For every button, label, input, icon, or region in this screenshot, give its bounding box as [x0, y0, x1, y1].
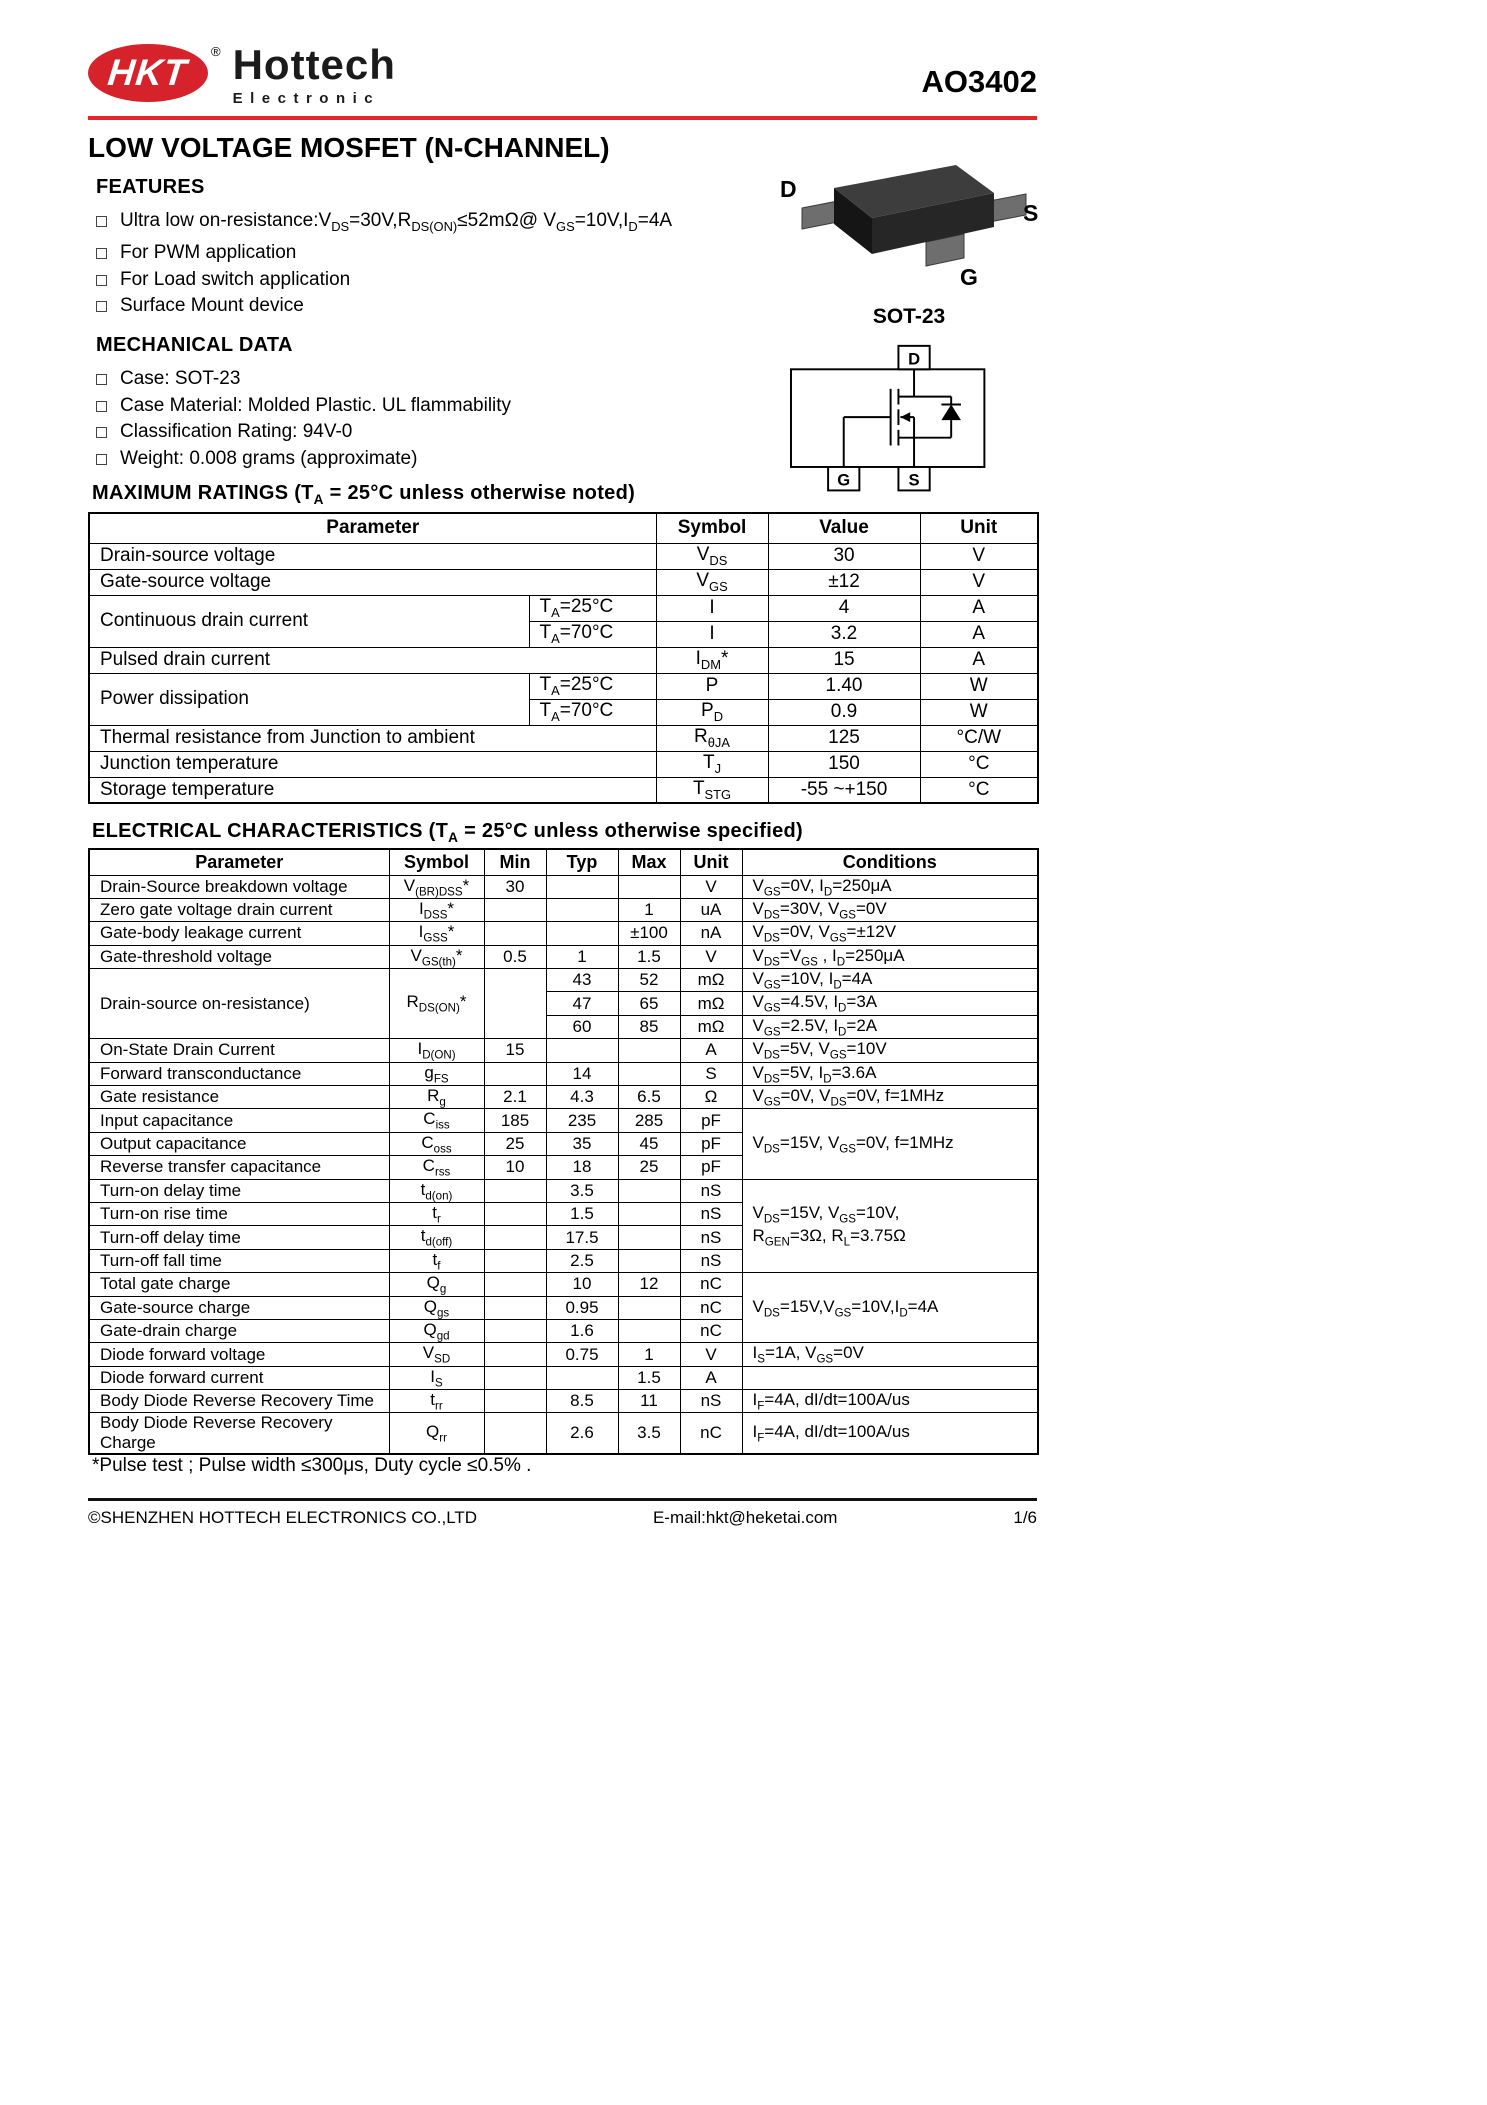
table-cell: 25 [618, 1156, 680, 1179]
table-cell: $V_{SD}$ [389, 1343, 484, 1366]
table-cell: $V_{DS}=30V$, $V_{GS}=0V$ [742, 898, 1038, 921]
table-cell: Junction temperature [89, 751, 656, 777]
table-cell: $I_{DSS}*$ [389, 898, 484, 921]
square-bullet-icon [96, 454, 107, 465]
table-cell [742, 1366, 1038, 1389]
table-cell: 8.5 [546, 1390, 618, 1413]
table-cell: $g_{FS}$ [389, 1062, 484, 1085]
header-rule [88, 116, 1037, 120]
pin-label-d: D [780, 176, 797, 202]
table-cell: $P_D$ [656, 699, 768, 725]
table-cell: 47 [546, 992, 618, 1015]
list-item-text: Surface Mount device [120, 295, 304, 317]
table-cell: A [920, 647, 1038, 673]
page-title: LOW VOLTAGE MOSFET (N-CHANNEL) [88, 132, 610, 163]
table-cell: $t_{d(off)}$ [389, 1226, 484, 1249]
table-cell: $V_{DS}=0V$, $V_{GS}=\pm 12V$ [742, 922, 1038, 945]
column-header: Parameter [89, 513, 656, 543]
table-cell: V [680, 875, 742, 898]
pin-label-g: G [960, 264, 978, 290]
table-cell: nS [680, 1226, 742, 1249]
table-cell: 185 [484, 1109, 546, 1132]
table-cell [546, 922, 618, 945]
mosfet-symbol-svg [783, 340, 1008, 508]
table-cell: 14 [546, 1062, 618, 1085]
table-cell: $V_{GS}=0V$, $V_{DS}=0V$, f=1MHz [742, 1086, 1038, 1109]
table-cell: $T_A=25^\circ C$ [529, 673, 656, 699]
table-cell: Gate-threshold voltage [89, 945, 389, 968]
table-row [89, 945, 1038, 968]
table-cell: nC [680, 1413, 742, 1455]
table-cell: Gate-drain charge [89, 1319, 389, 1342]
table-cell [484, 1062, 546, 1085]
column-header: Unit [920, 513, 1038, 543]
table-cell: $t_{rr}$ [389, 1390, 484, 1413]
table-cell [618, 1296, 680, 1319]
table-cell [546, 898, 618, 921]
table-cell: Output capacitance [89, 1132, 389, 1155]
square-bullet-icon [96, 275, 107, 286]
table-cell: 52 [618, 969, 680, 992]
brand-subtitle: Electronic [232, 89, 381, 107]
table-cell: 1.5 [546, 1202, 618, 1225]
table-row [89, 751, 1038, 777]
table-cell: 85 [618, 1015, 680, 1038]
table-cell: Drain-source on-resistance) [89, 969, 389, 1039]
table-cell: nS [680, 1390, 742, 1413]
feature-item [96, 208, 776, 240]
table-cell: $T_A=25^\circ C$ [529, 595, 656, 621]
table-cell: 43 [546, 969, 618, 992]
table-cell: Power dissipation [89, 673, 529, 725]
table-cell: $V_{GS}=10V$, $I_D=4A$ [742, 969, 1038, 992]
table-cell [484, 1319, 546, 1342]
table-row [89, 1086, 1038, 1109]
table-row [89, 1273, 1038, 1296]
table-cell: 1 [618, 898, 680, 921]
table-cell [618, 1249, 680, 1272]
table-cell: V [920, 569, 1038, 595]
list-item-text: Weight: 0.008 grams (approximate) [120, 447, 418, 469]
table-cell: $Q_{gs}$ [389, 1296, 484, 1319]
table-cell: 65 [618, 992, 680, 1015]
table-cell: °C/W [920, 725, 1038, 751]
table-cell: $V_{(BR)DSS}*$ [389, 875, 484, 898]
table-cell: 1.5 [618, 1366, 680, 1389]
column-header: Min [484, 849, 546, 875]
table-cell: 1 [618, 1343, 680, 1366]
table-cell [618, 1226, 680, 1249]
part-number: AO3402 [921, 64, 1037, 99]
table-cell: $T_A=70^\circ C$ [529, 699, 656, 725]
table-cell: 2.5 [546, 1249, 618, 1272]
table-header-row [89, 849, 1038, 875]
table-cell [484, 1413, 546, 1455]
table-cell: $T_J$ [656, 751, 768, 777]
table-cell: A [680, 1039, 742, 1062]
table-cell: Continuous drain current [89, 595, 529, 647]
table-cell: $I_S=1A$, $V_{GS}=0V$ [742, 1343, 1038, 1366]
table-cell: 125 [768, 725, 920, 751]
table-cell: $I_{D(ON)}$ [389, 1039, 484, 1062]
table-cell: mΩ [680, 969, 742, 992]
table-cell [618, 1202, 680, 1225]
table-cell: Turn-on delay time [89, 1179, 389, 1202]
table-cell [484, 1202, 546, 1225]
table-cell: Drain-source voltage [89, 543, 656, 569]
table-cell: 15 [768, 647, 920, 673]
table-cell: 1.6 [546, 1319, 618, 1342]
pin-label-s: S [1023, 200, 1039, 226]
table-cell: A [920, 621, 1038, 647]
mechanical-item [96, 446, 776, 473]
table-cell: 0.75 [546, 1343, 618, 1366]
mechanical-item [96, 366, 776, 393]
table-cell [618, 1062, 680, 1085]
table-cell: $T_{STG}$ [656, 777, 768, 803]
footer-email: E-mail:hkt@heketai.com [652, 1508, 838, 1527]
mechanical-heading: MECHANICAL DATA [96, 334, 293, 356]
table-cell: 35 [546, 1132, 618, 1155]
column-header: Unit [680, 849, 742, 875]
table-cell [618, 875, 680, 898]
table-cell: $t_r$ [389, 1202, 484, 1225]
page-footer [88, 1508, 1037, 1528]
table-cell: Turn-off fall time [89, 1249, 389, 1272]
table-cell: V [680, 1343, 742, 1366]
package-image [778, 146, 1040, 329]
table-cell: 10 [484, 1156, 546, 1179]
table-cell: 30 [484, 875, 546, 898]
table-cell: 4.3 [546, 1086, 618, 1109]
square-bullet-icon [96, 401, 107, 412]
table-row [89, 898, 1038, 921]
table-cell: nC [680, 1296, 742, 1319]
table-cell: 0.95 [546, 1296, 618, 1319]
table-cell: 2.1 [484, 1086, 546, 1109]
table-cell: nS [680, 1179, 742, 1202]
table-cell [618, 1179, 680, 1202]
table-row [89, 922, 1038, 945]
table-cell: $V_{GS}=0V$, $I_D=250\mu A$ [742, 875, 1038, 898]
table-cell: $V_{DS}=15V$, $V_{GS}=0V$, f=1MHz [742, 1109, 1038, 1179]
sot23-package-svg [778, 146, 1040, 296]
features-heading: FEATURES [96, 176, 205, 198]
table-cell: Diode forward voltage [89, 1343, 389, 1366]
table-row [89, 1343, 1038, 1366]
table-cell: I [656, 621, 768, 647]
table-cell [546, 1039, 618, 1062]
table-cell: -55 ~+150 [768, 777, 920, 803]
table-cell: Input capacitance [89, 1109, 389, 1132]
electrical-characteristics-table [88, 848, 1039, 1455]
package-name: SOT-23 [872, 305, 946, 328]
table-row [89, 543, 1038, 569]
table-row [89, 1039, 1038, 1062]
electrical-heading: ELECTRICAL CHARACTERISTICS ($T_A = 25^\circ C$ unless otherwise specified) [92, 820, 803, 845]
square-bullet-icon [96, 427, 107, 438]
table-row [89, 595, 1038, 621]
table-cell [618, 1319, 680, 1342]
table-cell: 6.5 [618, 1086, 680, 1109]
table-row [89, 1413, 1038, 1455]
table-cell: A [920, 595, 1038, 621]
table-header-row [89, 513, 1038, 543]
table-cell: $Q_g$ [389, 1273, 484, 1296]
table-cell: W [920, 673, 1038, 699]
table-cell: pF [680, 1156, 742, 1179]
hkt-logo-text: HKT [106, 52, 190, 93]
table-cell: Zero gate voltage drain current [89, 898, 389, 921]
table-cell: 1.40 [768, 673, 920, 699]
table-cell: Gate-body leakage current [89, 922, 389, 945]
table-cell [484, 898, 546, 921]
footer-page-number: 1/6 [1013, 1508, 1037, 1527]
table-cell: ±100 [618, 922, 680, 945]
mechanical-item [96, 393, 776, 420]
schematic-pin-d: D [908, 349, 921, 369]
list-item-text: Case: SOT-23 [120, 368, 241, 389]
table-cell: Diode forward current [89, 1366, 389, 1389]
square-bullet-icon [96, 216, 107, 227]
table-row [89, 777, 1038, 803]
square-bullet-icon [96, 374, 107, 385]
mechanical-list [96, 366, 776, 472]
table-row [89, 875, 1038, 898]
table-cell: Reverse transfer capacitance [89, 1156, 389, 1179]
table-cell [484, 1366, 546, 1389]
table-cell [484, 1249, 546, 1272]
table-cell: ±12 [768, 569, 920, 595]
table-cell [484, 1343, 546, 1366]
table-cell: nC [680, 1319, 742, 1342]
table-cell: $V_{DS}=V_{GS}$ , $I_D=250\mu A$ [742, 945, 1038, 968]
table-cell: $I_{GSS}*$ [389, 922, 484, 945]
table-cell: 285 [618, 1109, 680, 1132]
table-cell: 1.5 [618, 945, 680, 968]
footer-copyright: ©SHENZHEN HOTTECH ELECTRONICS CO.,LTD [88, 1508, 478, 1527]
table-cell: 3.5 [546, 1179, 618, 1202]
list-item-text: For PWM application [120, 242, 297, 264]
table-cell: $t_f$ [389, 1249, 484, 1272]
table-cell: uA [680, 898, 742, 921]
features-section [96, 176, 776, 320]
table-cell [484, 1296, 546, 1319]
table-cell: $V_{DS}$ [656, 543, 768, 569]
table-cell: On-State Drain Current [89, 1039, 389, 1062]
table-cell: 60 [546, 1015, 618, 1038]
table-cell: 17.5 [546, 1226, 618, 1249]
table-cell: 45 [618, 1132, 680, 1155]
table-cell: $R_{\theta JA}$ [656, 725, 768, 751]
table-cell: 15 [484, 1039, 546, 1062]
table-cell: W [920, 699, 1038, 725]
table-cell [546, 1366, 618, 1389]
table-cell: 12 [618, 1273, 680, 1296]
table-cell [484, 1179, 546, 1202]
table-cell: 30 [768, 543, 920, 569]
table-cell: $C_{rss}$ [389, 1156, 484, 1179]
table-cell: $R_g$ [389, 1086, 484, 1109]
table-cell: $V_{DS}=5V$, $V_{GS}=10V$ [742, 1039, 1038, 1062]
table-row [89, 1390, 1038, 1413]
table-cell: 0.5 [484, 945, 546, 968]
table-row [89, 569, 1038, 595]
table-cell: A [680, 1366, 742, 1389]
table-cell [484, 969, 546, 1039]
feature-item [96, 267, 776, 294]
table-cell: $Q_{rr}$ [389, 1413, 484, 1455]
column-header: Value [768, 513, 920, 543]
table-cell: S [680, 1062, 742, 1085]
table-cell: $I_{DM}*$ [656, 647, 768, 673]
column-header: Parameter [89, 849, 389, 875]
table-cell: 235 [546, 1109, 618, 1132]
square-bullet-icon [96, 248, 107, 259]
table-cell: $C_{oss}$ [389, 1132, 484, 1155]
table-cell: $I_S$ [389, 1366, 484, 1389]
table-cell: Gate-source voltage [89, 569, 656, 595]
table-row [89, 1062, 1038, 1085]
schematic-pin-s: S [908, 470, 920, 490]
max-ratings-table [88, 512, 1039, 804]
table-cell: pF [680, 1109, 742, 1132]
column-header: Symbol [656, 513, 768, 543]
table-cell: Turn-off delay time [89, 1226, 389, 1249]
table-cell [484, 1390, 546, 1413]
table-cell: Thermal resistance from Junction to ambient [89, 725, 656, 751]
table-cell: mΩ [680, 992, 742, 1015]
table-cell: nS [680, 1202, 742, 1225]
table-cell: 3.5 [618, 1413, 680, 1455]
table-cell: I [656, 595, 768, 621]
table-cell: Drain-Source breakdown voltage [89, 875, 389, 898]
table-cell: P [656, 673, 768, 699]
table-cell [484, 1226, 546, 1249]
table-cell: V [680, 945, 742, 968]
table-row [89, 673, 1038, 699]
table-row [89, 647, 1038, 673]
footer-rule [88, 1498, 1037, 1501]
table-cell [546, 875, 618, 898]
table-cell: $t_{d(on)}$ [389, 1179, 484, 1202]
table-cell [484, 1273, 546, 1296]
table-cell: $V_{DS}=5V$, $I_D=3.6A$ [742, 1062, 1038, 1085]
schematic-diagram [783, 340, 1018, 513]
table-cell: 1 [546, 945, 618, 968]
table-cell: nA [680, 922, 742, 945]
table-cell: 4 [768, 595, 920, 621]
table-cell: °C [920, 777, 1038, 803]
table-cell: $V_{GS}$ [656, 569, 768, 595]
table-cell [484, 922, 546, 945]
table-row [89, 969, 1038, 992]
features-list [96, 208, 776, 320]
column-header: Max [618, 849, 680, 875]
table-cell: Turn-on rise time [89, 1202, 389, 1225]
table-cell: $V_{DS}=15V$, $V_{GS}=10V$, $R_{GEN}=3\Omega$, $R_L=3.75\Omega$ [742, 1179, 1038, 1273]
table-cell: Gate resistance [89, 1086, 389, 1109]
table-cell: nS [680, 1249, 742, 1272]
table-cell: nC [680, 1273, 742, 1296]
pulse-test-footnote: *Pulse test ; Pulse width ≤300μs, Duty cycle ≤0.5% . [92, 1455, 532, 1476]
list-item-text: Ultra low $on-resistance:V_{DS}=30V,R_{DS(ON)}\le 52m\Omega@$ $V_{GS}=10V,I_D=4A$ [120, 210, 673, 234]
column-header: Typ [546, 849, 618, 875]
table-cell: Forward transconductance [89, 1062, 389, 1085]
column-header: Conditions [742, 849, 1038, 875]
table-cell: V [920, 543, 1038, 569]
brand-name: Hottech [232, 41, 396, 88]
table-cell: $T_A=70^\circ C$ [529, 621, 656, 647]
table-cell: $V_{GS}=4.5V$, $I_D=3A$ [742, 992, 1038, 1015]
mechanical-data-section [96, 334, 776, 472]
table-row [89, 725, 1038, 751]
table-cell: $R_{DS(ON)}*$ [389, 969, 484, 1039]
table-cell: Body Diode Reverse Recovery Time [89, 1390, 389, 1413]
table-cell: 18 [546, 1156, 618, 1179]
table-cell: Body Diode Reverse Recovery Charge [89, 1413, 389, 1455]
column-header: Symbol [389, 849, 484, 875]
square-bullet-icon [96, 301, 107, 312]
table-cell: 11 [618, 1390, 680, 1413]
table-row [89, 1366, 1038, 1389]
table-cell: $Q_{gd}$ [389, 1319, 484, 1342]
table-cell [618, 1039, 680, 1062]
table-cell: Ω [680, 1086, 742, 1109]
table-cell: $C_{iss}$ [389, 1109, 484, 1132]
table-cell: pF [680, 1132, 742, 1155]
table-cell: Gate-source charge [89, 1296, 389, 1319]
table-cell: $V_{DS}=15V,V_{GS}=10V,I_D=4A$ [742, 1273, 1038, 1343]
feature-item [96, 240, 776, 267]
table-row [89, 1179, 1038, 1202]
max-ratings-heading: MAXIMUM RATINGS ($T_A = 25^\circ C$ unless otherwise noted) [92, 482, 636, 507]
table-cell: °C [920, 751, 1038, 777]
table-cell: mΩ [680, 1015, 742, 1038]
table-row [89, 1109, 1038, 1132]
table-cell: 0.9 [768, 699, 920, 725]
table-cell: Pulsed drain current [89, 647, 656, 673]
table-cell: 10 [546, 1273, 618, 1296]
table-cell: 25 [484, 1132, 546, 1155]
mechanical-item [96, 419, 776, 446]
schematic-pin-g: G [837, 470, 851, 490]
list-item-text: Case Material: Molded Plastic. UL flammability [120, 394, 512, 416]
list-item-text: For Load switch application [120, 268, 351, 290]
table-cell: Total gate charge [89, 1273, 389, 1296]
registered-trademark-icon: ® [211, 44, 221, 59]
table-cell: Storage temperature [89, 777, 656, 803]
table-cell: $I_F=4A$, dI/dt=100A/us [742, 1390, 1038, 1413]
list-item-text: Classification Rating: 94V-0 [120, 421, 353, 442]
table-cell: 3.2 [768, 621, 920, 647]
table-cell: 150 [768, 751, 920, 777]
feature-item [96, 293, 776, 320]
table-cell: $I_F=4A$, dI/dt=100A/us [742, 1413, 1038, 1455]
table-cell: $V_{GS}=2.5V$, $I_D=2A$ [742, 1015, 1038, 1038]
table-cell: 2.6 [546, 1413, 618, 1455]
table-cell: $V_{GS(th)}*$ [389, 945, 484, 968]
